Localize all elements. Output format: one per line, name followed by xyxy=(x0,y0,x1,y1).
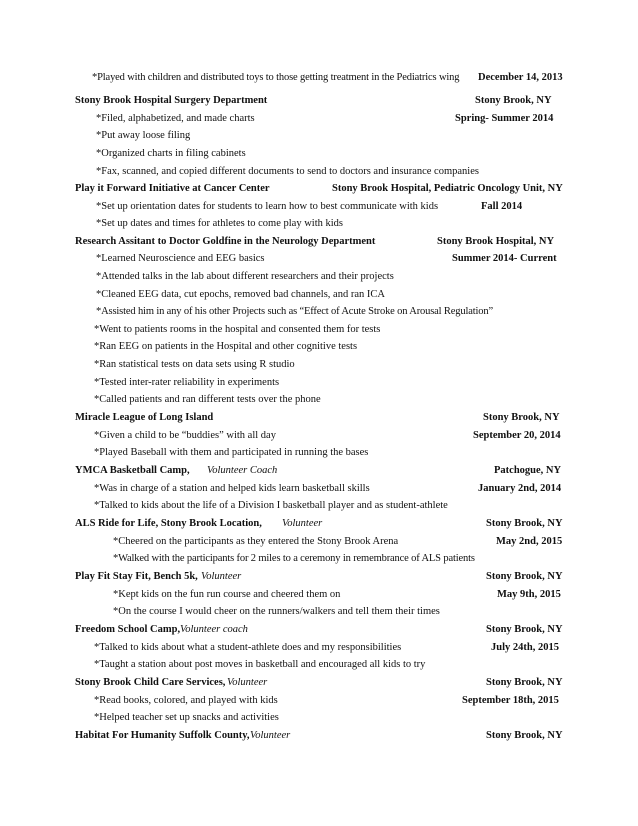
organization-heading: Freedom School Camp, xyxy=(75,624,181,635)
bullet-text: *Played with children and distributed toys to those getting treatment in the Pediatrics wing xyxy=(92,72,460,83)
location-text: Stony Brook, NY xyxy=(486,730,563,741)
resume-line xyxy=(0,444,638,462)
bullet-text: *Cheered on the participants as they entered the Stony Brook Arena xyxy=(113,536,399,547)
resume-line xyxy=(0,550,638,568)
date-text: Summer 2014- Current xyxy=(452,253,557,264)
role-text: Volunteer xyxy=(282,518,323,529)
date-text: September 20, 2014 xyxy=(473,430,561,441)
bullet-text: *Assisted him in any of his other Projects such as “Effect of Acute Stroke on Arousal Regulation” xyxy=(96,306,494,317)
date-text: January 2nd, 2014 xyxy=(478,483,562,494)
resume-line xyxy=(0,391,638,409)
resume-line xyxy=(0,427,638,445)
organization-heading: ALS Ride for Life, Stony Brook Location, xyxy=(75,518,262,529)
resume-line xyxy=(0,250,638,268)
resume-line xyxy=(0,356,638,374)
resume-line xyxy=(0,321,638,339)
bullet-text: *Cleaned EEG data, cut epochs, removed bad channels, and ran ICA xyxy=(96,289,385,300)
bullet-text: *Tested inter-rater reliability in experiments xyxy=(94,377,280,388)
bullet-text: *Went to patients rooms in the hospital and consented them for tests xyxy=(94,324,381,335)
bullet-text: *Was in charge of a station and helped kids learn basketball skills xyxy=(94,483,370,494)
bullet-text: *Organized charts in filing cabinets xyxy=(96,148,246,159)
role-text: Volunteer coach xyxy=(180,624,248,635)
bullet-text: *Given a child to be “buddies” with all day xyxy=(94,430,276,441)
location-text: Stony Brook, NY xyxy=(475,95,552,106)
resume-line xyxy=(0,198,638,216)
resume-line xyxy=(0,462,638,480)
resume-line xyxy=(0,286,638,304)
bullet-text: *Ran statistical tests on data sets using R studio xyxy=(94,359,295,370)
organization-heading: Miracle League of Long Island xyxy=(75,412,214,423)
role-text: Volunteer xyxy=(227,677,268,688)
resume-line xyxy=(0,621,638,639)
resume-line xyxy=(0,69,638,87)
location-text: Stony Brook, NY xyxy=(483,412,560,423)
resume-line xyxy=(0,533,638,551)
location-text: Stony Brook, NY xyxy=(486,677,563,688)
resume-line xyxy=(0,145,638,163)
resume-line xyxy=(0,409,638,427)
date-text: May 2nd, 2015 xyxy=(496,536,563,547)
date-text: December 14, 2013 xyxy=(478,72,563,83)
bullet-text: *Helped teacher set up snacks and activities xyxy=(94,712,279,723)
resume-line xyxy=(0,656,638,674)
bullet-text: *Talked to kids about the life of a Division I basketball player and as student-athlete xyxy=(94,500,448,511)
resume-line xyxy=(0,727,638,745)
resume-line xyxy=(0,692,638,710)
resume-line xyxy=(0,497,638,515)
resume-line xyxy=(0,480,638,498)
resume-line xyxy=(0,568,638,586)
location-text: Stony Brook Hospital, NY xyxy=(437,236,555,247)
bullet-text: *Filed, alphabetized, and made charts xyxy=(96,113,255,124)
organization-heading: Stony Brook Child Care Services, xyxy=(75,677,226,688)
bullet-text: *Kept kids on the fun run course and cheered them on xyxy=(113,589,341,600)
resume-line xyxy=(0,163,638,181)
bullet-text: *Set up dates and times for athletes to come play with kids xyxy=(96,218,343,229)
resume-line xyxy=(0,603,638,621)
date-text: May 9th, 2015 xyxy=(497,589,561,600)
bullet-text: *Taught a station about post moves in basketball and encouraged all kids to try xyxy=(94,659,426,670)
date-text: September 18th, 2015 xyxy=(462,695,559,706)
resume-line xyxy=(0,92,638,110)
resume-line xyxy=(0,303,638,321)
bullet-text: *Learned Neuroscience and EEG basics xyxy=(96,253,265,264)
resume-line xyxy=(0,215,638,233)
role-text: Volunteer xyxy=(250,730,291,741)
resume-line xyxy=(0,674,638,692)
organization-heading: Play Fit Stay Fit, Bench 5k, xyxy=(75,571,198,582)
bullet-text: *Talked to kids about what a student-athlete does and my responsibilities xyxy=(94,642,402,653)
role-text: Volunteer Coach xyxy=(207,465,278,476)
location-text: Patchogue, NY xyxy=(494,465,562,476)
organization-heading: Play it Forward Initiative at Cancer Center xyxy=(75,183,270,194)
resume-line xyxy=(0,515,638,533)
location-text: Stony Brook Hospital, Pediatric Oncology Unit, NY xyxy=(332,183,563,194)
resume-line xyxy=(0,586,638,604)
bullet-text: *Fax, scanned, and copied different documents to send to doctors and insurance companies xyxy=(96,166,479,177)
date-text: July 24th, 2015 xyxy=(491,642,559,653)
location-text: Stony Brook, NY xyxy=(486,571,563,582)
resume-line xyxy=(0,374,638,392)
organization-heading: Habitat For Humanity Suffolk County, xyxy=(75,730,250,741)
resume-line xyxy=(0,110,638,128)
resume-line xyxy=(0,268,638,286)
bullet-text: *Walked with the participants for 2 miles to a ceremony in remembrance of ALS patients xyxy=(113,553,475,564)
resume-line xyxy=(0,639,638,657)
bullet-text: *Attended talks in the lab about different researchers and their projects xyxy=(96,271,394,282)
resume-line xyxy=(0,127,638,145)
bullet-text: *Called patients and ran different tests over the phone xyxy=(94,394,321,405)
resume-line xyxy=(0,338,638,356)
role-text: Volunteer xyxy=(201,571,242,582)
location-text: Stony Brook, NY xyxy=(486,624,563,635)
bullet-text: *Put away loose filing xyxy=(96,130,191,141)
resume-line xyxy=(0,233,638,251)
date-text: Fall 2014 xyxy=(481,201,523,212)
organization-heading: YMCA Basketball Camp, xyxy=(75,465,190,476)
bullet-text: *Played Baseball with them and participated in running the bases xyxy=(94,447,369,458)
bullet-text: *Ran EEG on patients in the Hospital and other cognitive tests xyxy=(94,341,358,352)
resume-line xyxy=(0,709,638,727)
organization-heading: Stony Brook Hospital Surgery Department xyxy=(75,95,268,106)
resume-line xyxy=(0,180,638,198)
bullet-text: *Set up orientation dates for students to learn how to best communicate with kids xyxy=(96,201,439,212)
location-text: Stony Brook, NY xyxy=(486,518,563,529)
bullet-text: *Read books, colored, and played with kids xyxy=(94,695,278,706)
bullet-text: *On the course I would cheer on the runners/walkers and tell them their times xyxy=(113,606,440,617)
date-text: Spring- Summer 2014 xyxy=(455,113,554,124)
organization-heading: Research Assitant to Doctor Goldfine in the Neurology Department xyxy=(75,236,376,247)
